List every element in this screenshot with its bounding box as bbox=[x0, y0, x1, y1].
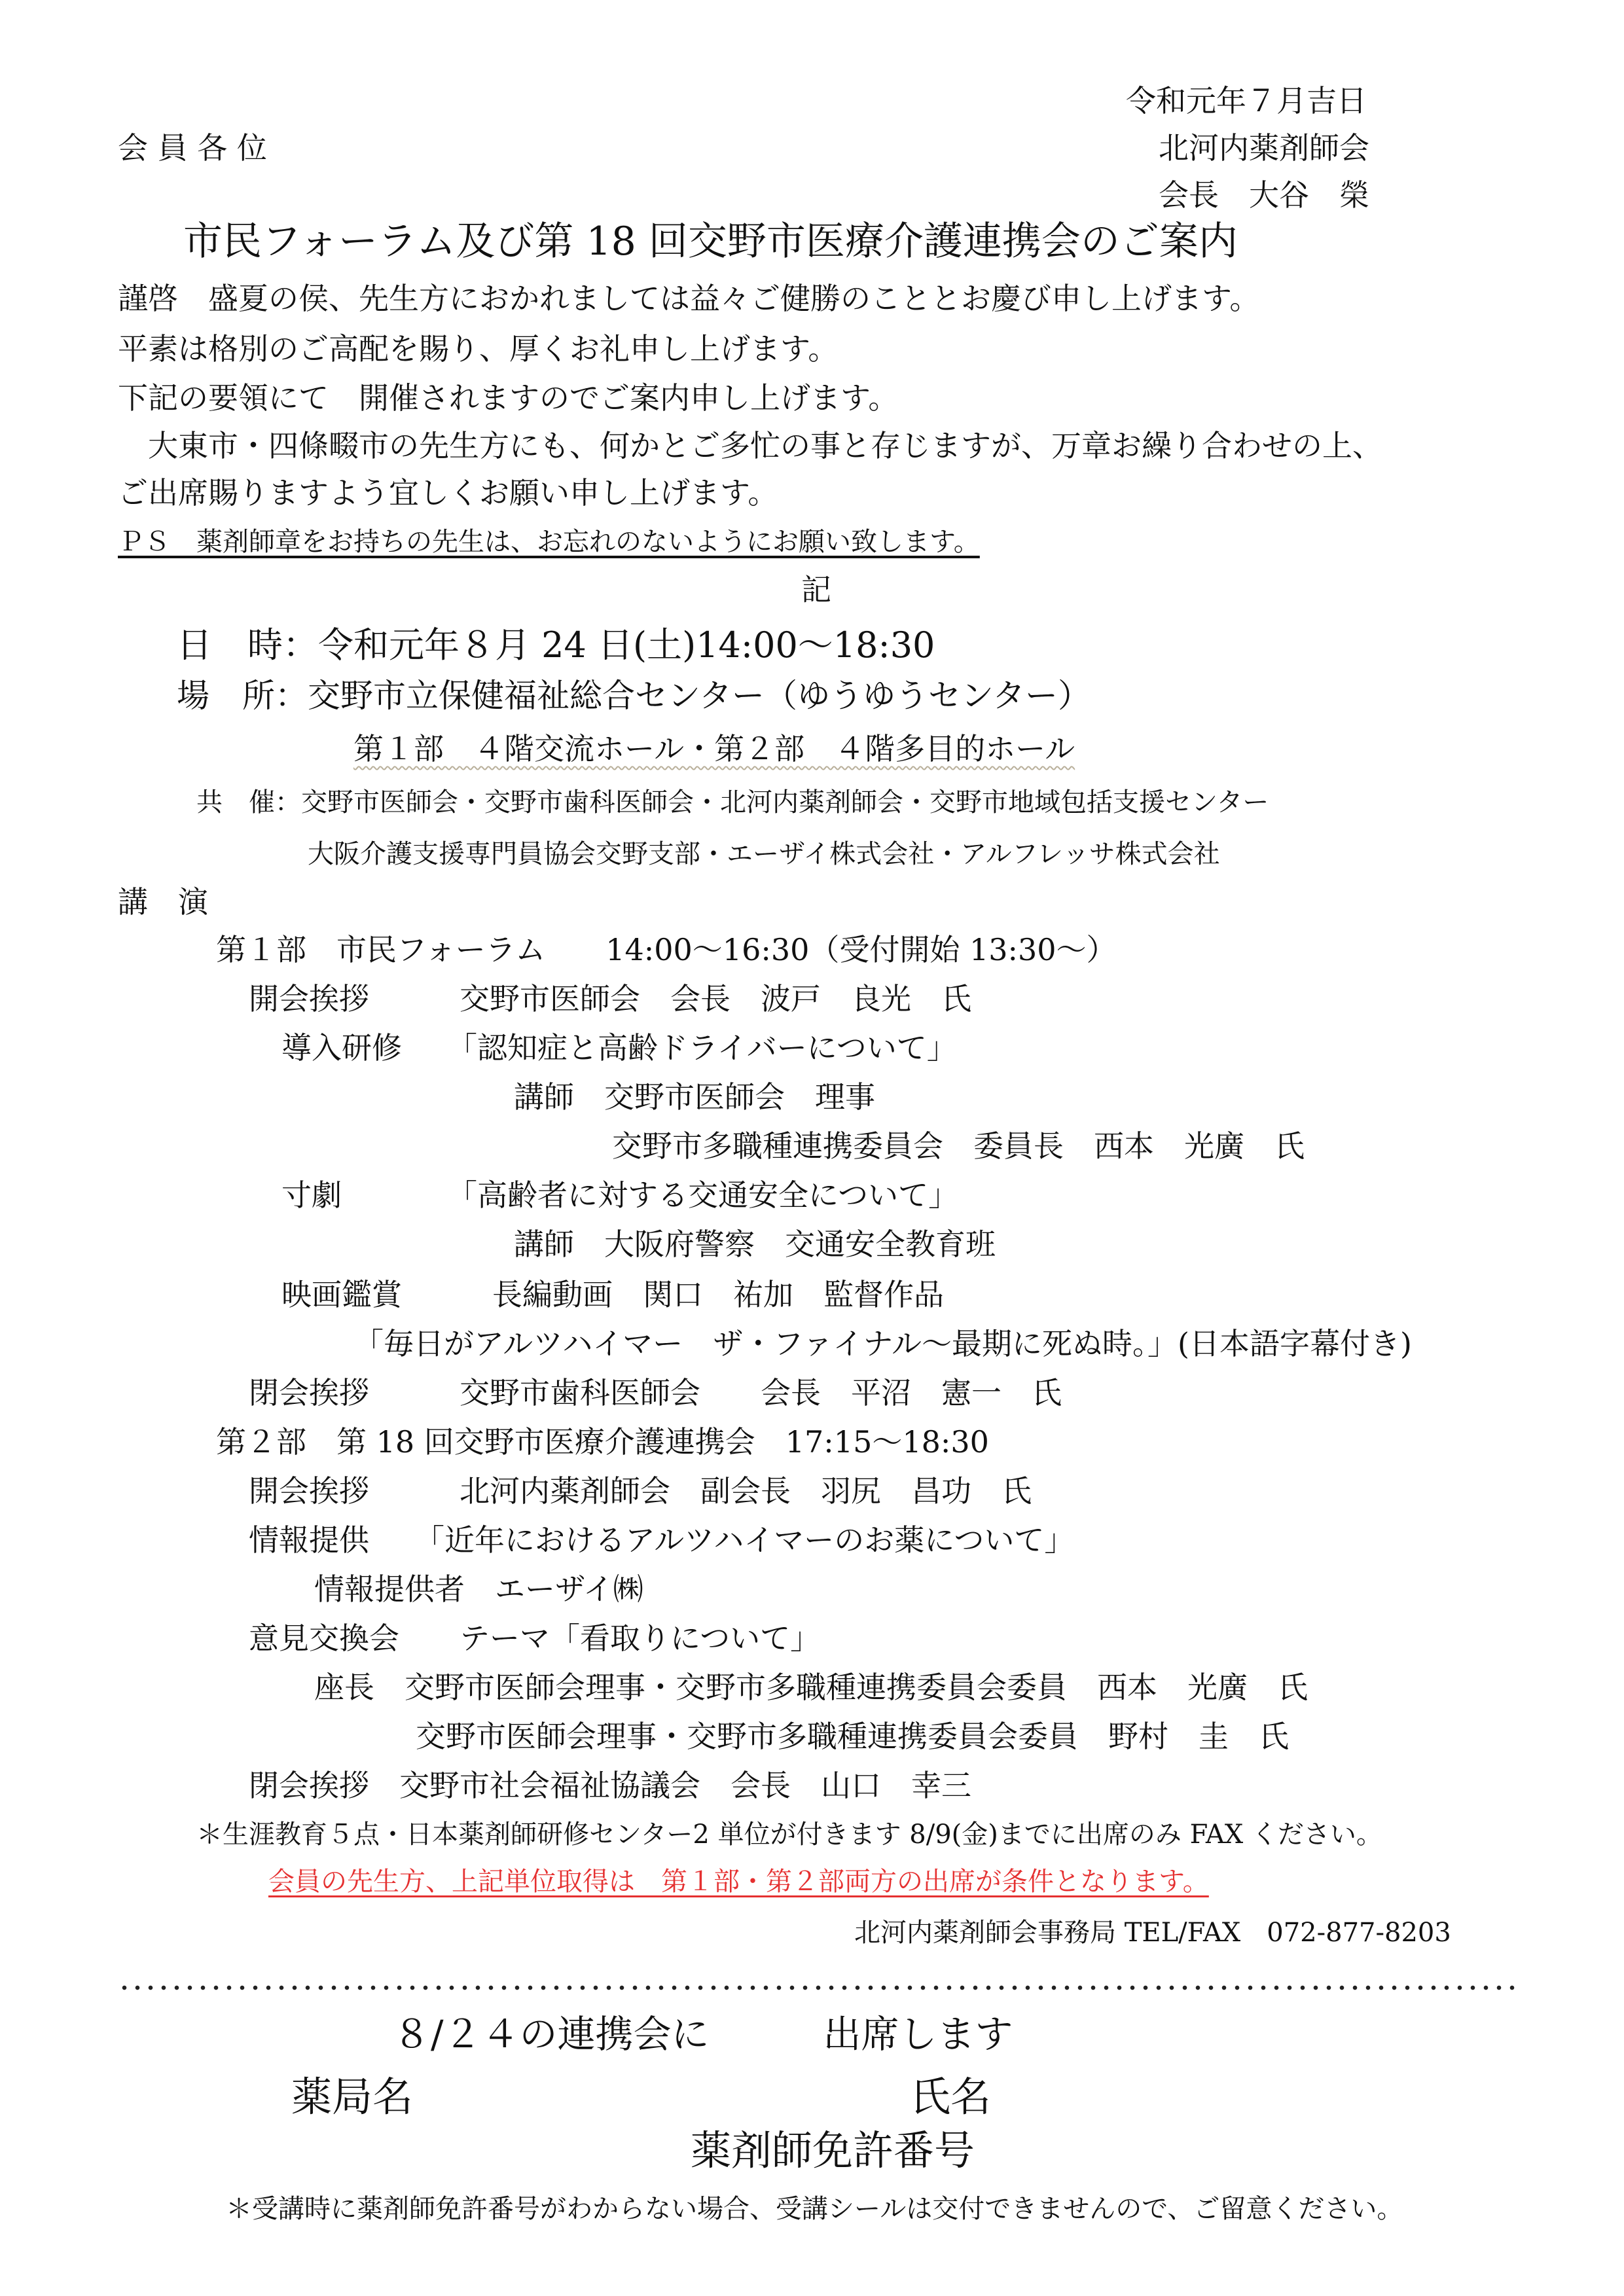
place-label: 場 所： bbox=[177, 677, 308, 715]
pharmacist-name-label: 氏名 bbox=[910, 2073, 992, 2121]
lecture-label: 講 演 bbox=[118, 884, 208, 920]
place-row bbox=[177, 677, 1091, 715]
part2-opening: 開会挨拶 北河内薬剤師会 副会長 羽尻 昌功 氏 bbox=[249, 1473, 1032, 1509]
pharmacy-name-label: 薬局名 bbox=[291, 2073, 414, 2121]
part2-closing: 閉会挨拶 交野市社会福祉協議会 会長 山口 幸三 bbox=[249, 1768, 971, 1803]
part2-heading: 第２部 第 18 回交野市医療介護連携会 17:15～18:30 bbox=[216, 1424, 989, 1460]
date-label: 日 時： bbox=[177, 624, 318, 666]
date-value: 令和元年８月 24 日(土)14:00～18:30 bbox=[318, 624, 935, 666]
sender-name: 会長 大谷 榮 bbox=[1159, 177, 1369, 213]
part1-heading: 第１部 市民フォーラム 14:00～16:30（受付開始 13:30～） bbox=[216, 932, 1117, 967]
place-value: 交野市立保健福祉総合センター（ゆうゆうセンター） bbox=[308, 677, 1091, 715]
part1-closing: 閉会挨拶 交野市歯科医師会 会長 平沼 憲一 氏 bbox=[249, 1375, 1062, 1410]
part2-chair-1: 座長 交野市医師会理事・交野市多職種連携委員会委員 西本 光廣 氏 bbox=[314, 1670, 1308, 1705]
greeting-line-2: 平素は格別のご高配を賜り、厚くお礼申し上げます。 bbox=[118, 331, 839, 367]
attend-line: ８/２４の連携会に 出席します bbox=[393, 2012, 1013, 2056]
cohost-line-2: 大阪介護支援専門員協会交野支部・エーザイ株式会社・アルフレッサ株式会社 bbox=[308, 839, 1220, 869]
greeting-line-5: ご出席賜りますよう宜しくお願い申し上げます。 bbox=[118, 475, 778, 511]
ps-note: ＰＳ 薬剤師章をお持ちの先生は、お忘れのないようにお願い致します。 bbox=[118, 527, 980, 557]
license-number-label: 薬剤師免許番号 bbox=[691, 2126, 975, 2174]
part1-intro-lecturer-2: 交野市多職種連携委員会 委員長 西本 光廣 氏 bbox=[612, 1128, 1305, 1164]
cohost-label: 共 催： bbox=[196, 787, 301, 817]
part1-opening: 開会挨拶 交野市医師会 会長 波戸 良光 氏 bbox=[249, 981, 971, 1016]
greeting-line-4: 大東市・四條畷市の先生方にも、何かとご多忙の事と存じますが、万章お繰り合わせの上、 bbox=[118, 428, 1382, 463]
recipient: 会 員 各 位 bbox=[118, 130, 267, 166]
office-contact: 北河内薬剤師会事務局 TEL/FAX 072-877-8203 bbox=[854, 1918, 1451, 1948]
greeting-line-3: 下記の要領にて 開催されますのでご案内申し上げます。 bbox=[118, 380, 899, 416]
issue-date: 令和元年７月吉日 bbox=[1126, 83, 1367, 118]
date-row bbox=[177, 625, 935, 666]
sender-org: 北河内薬剤師会 bbox=[1159, 130, 1369, 166]
credit-note: ＊生涯教育５点・日本薬剤師研修センター2 単位が付きます 8/9(金)までに出席のみ FAX ください。 bbox=[196, 1820, 1382, 1850]
part1-movie-title: 「毎日がアルツハイマー ザ・ファイナル～最期に死ぬ時。」(日本語字幕付き) bbox=[353, 1326, 1412, 1361]
condition-note: 会員の先生方、上記単位取得は 第１部・第２部両方の出席が条件となります。 bbox=[268, 1867, 1209, 1897]
part2-info: 情報提供 「近年におけるアルツハイマーのお薬について」 bbox=[249, 1522, 1075, 1558]
part1-movie: 映画鑑賞 長編動画 関口 祐加 監督作品 bbox=[281, 1277, 944, 1312]
cohost-line-1: 交野市医師会・交野市歯科医師会・北河内薬剤師会・交野市地域包括支援センター bbox=[301, 787, 1269, 817]
part2-exchange: 意見交換会 テーマ「看取りについて」 bbox=[249, 1621, 821, 1656]
cohost-row bbox=[196, 787, 1269, 817]
part1-skit-lecturer: 講師 大阪府警察 交通安全教育班 bbox=[514, 1227, 996, 1262]
ki-mark: 記 bbox=[801, 572, 831, 607]
part1-intro-lecturer-1: 講師 交野市医師会 理事 bbox=[514, 1079, 875, 1115]
part1-skit: 寸劇 「高齢者に対する交通安全について」 bbox=[281, 1177, 959, 1213]
page-title: 市民フォーラム及び第 18 回交野市医療介護連携会のご案内 bbox=[183, 219, 1238, 264]
cut-line bbox=[118, 1984, 1519, 1991]
license-footnote: ＊受講時に薬剤師免許番号がわからない場合、受講シールは交付できませんので、ご留意ください。 bbox=[226, 2194, 1403, 2224]
halls: 第１部 ４階交流ホール・第２部 ４階多目的ホール bbox=[353, 731, 1075, 766]
greeting-line-1: 謹啓 盛夏の侯、先生方におかれましては益々ご健勝のこととお慶び申し上げます。 bbox=[118, 281, 1260, 316]
part1-intro: 導入研修 「認知症と高齢ドライバーについて」 bbox=[281, 1030, 957, 1066]
part2-info-provider: 情報提供者 エーザイ㈱ bbox=[314, 1571, 643, 1607]
part2-chair-2: 交野市医師会理事・交野市多職種連携委員会委員 野村 圭 氏 bbox=[416, 1719, 1289, 1754]
